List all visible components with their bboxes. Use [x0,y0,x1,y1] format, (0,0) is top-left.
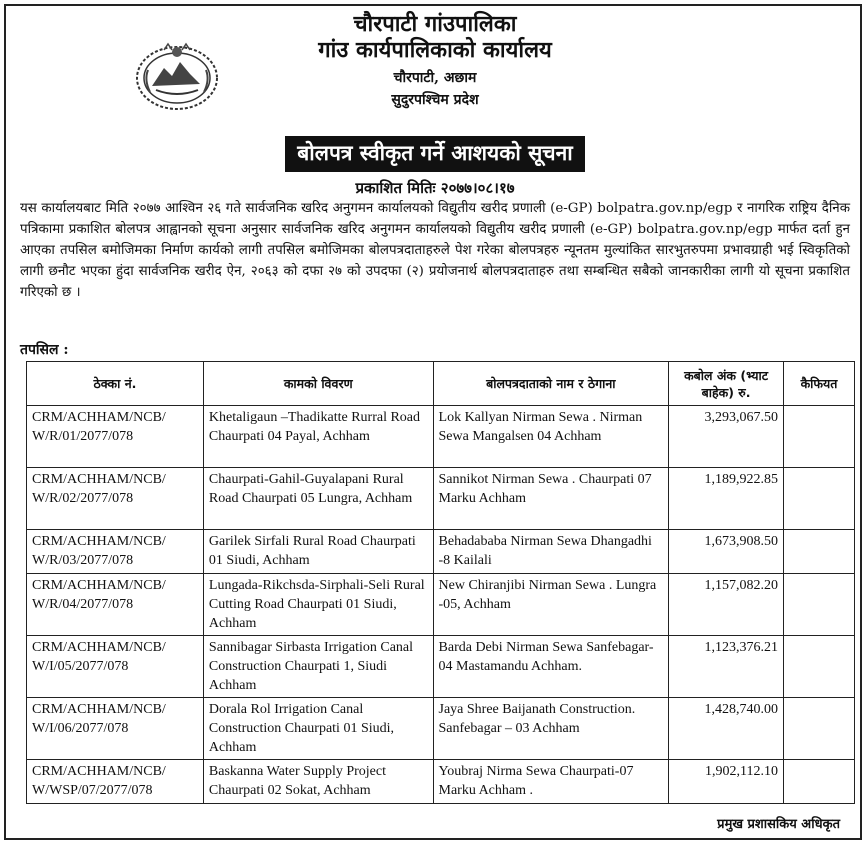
table-row [27,468,855,530]
contract-number: CRM/ACHHAM/NCB/ W/I/05/2077/078 [27,636,204,698]
table-row [27,406,855,468]
bidder-name-address: Barda Debi Nirman Sewa Sanfebagar- 04 Mastamandu Achham. [433,636,669,698]
col-header-contract: ठेक्का नं. [27,362,204,406]
notice-body: यस कार्यालयबाट मिति २०७७ आश्विन २६ गते सार्वजनिक खरिद अनुगमन कार्यालयको विद्युतीय खरीद प्रणाली (e-GP) bolpatra.gov.np/egp र नागरिक राष्ट्रिय दैनिक पत्रिकामा प्रकाशित बोलपत्र आह्वानको सूचना अनुसार सार्वजनिक खरिद अनुगमन कार्यालयको विद्युतीय खरीद प्रणाली (e-GP) bolpatra.gov.np/egp मार्फत दर्ता हुन आएका तपसिल बमोजिमका निर्माण कार्यको लागी तपसिल बमोजिमका बोलपत्रदाताहरुले पेश गरेका बोलपत्रहरु न्यूनतम मुल्यांकित सारभुतरुपमा प्रभावग्राही भई स्विकृतिको लागी छनौट भएका हुंदा सार्वजनिक खरीद ऐन, २०६३ को दफा २७ को उपदफा (२) प्रयोजनार्थ बोलपत्रदाताहरु तथा सम्बन्धित सबैको जानकारीका लागी यो सूचना प्रकाशित गरिएको छ । [20,201,850,300]
details-label: तपसिल : [20,342,69,358]
contract-number: CRM/ACHHAM/NCB/ W/R/03/2077/078 [27,530,204,574]
work-description: Khetaligaun –Thadikatte Rurral Road Chaurpati 04 Payal, Achham [203,406,433,468]
office-address: चौरपाटी, अछाम [393,70,477,86]
col-header-bidder: बोलपत्रदाताको नाम र ठेगाना [433,362,669,406]
table-row [27,636,855,698]
table-row [27,698,855,760]
bidder-name-address: Lok Kallyan Nirman Sewa . Nirman Sewa Mangalsen 04 Achham [433,406,669,468]
table-row [27,530,855,574]
bidder-name-address: Behadababa Nirman Sewa Dhangadhi -8 Kailali [433,530,669,574]
bidder-name-address: Youbraj Nirma Sewa Chaurpati-07 Marku Achham . [433,760,669,804]
col-header-description: कामको विवरण [203,362,433,406]
work-description: Sannibagar Sirbasta Irrigation Canal Construction Chaurpati 1, Siudi Achham [203,636,433,698]
remarks-cell [784,636,855,698]
table-row [27,760,855,804]
municipality-name: चौरपाटी गांउपालिका [353,12,517,37]
table-header-row [27,362,855,406]
title-banner [6,136,864,172]
bid-amount: 1,123,376.21 [669,636,784,698]
work-description: Baskanna Water Supply Project Chaurpati 02 Sokat, Achham [203,760,433,804]
bid-amount: 1,157,082.20 [669,574,784,636]
work-description: Dorala Rol Irrigation Canal Construction Chaurpati 01 Siudi, Achham [203,698,433,760]
bid-amount: 1,673,908.50 [669,530,784,574]
remarks-cell [784,574,855,636]
published-date: प्रकाशित मितिः २०७७।०८।१७ [355,179,515,197]
bid-amount: 1,902,112.10 [669,760,784,804]
col-header-amount: कबोल अंक (भ्याट बाहेक) रु. [669,362,784,406]
remarks-cell [784,468,855,530]
tender-table [26,361,855,804]
notice-page [4,4,862,840]
col-header-remarks: कैफियत [784,362,855,406]
contract-number: CRM/ACHHAM/NCB/ W/I/06/2077/078 [27,698,204,760]
office-name: गांउ कार्यपालिकाको कार्यालय [318,38,552,63]
bid-amount: 3,293,067.50 [669,406,784,468]
contract-number: CRM/ACHHAM/NCB/ W/R/04/2077/078 [27,574,204,636]
signatory-title: प्रमुख प्रशासकिय अधिकृत [717,817,840,832]
remarks-cell [784,698,855,760]
remarks-cell [784,406,855,468]
table-row [27,574,855,636]
remarks-cell [784,530,855,574]
work-description: Lungada-Rikchsda-Sirphali-Seli Rural Cutting Road Chaurpati 01 Siudi, Achham [203,574,433,636]
bidder-name-address: New Chiranjibi Nirman Sewa . Lungra -05, Achham [433,574,669,636]
bidder-name-address: Sannikot Nirman Sewa . Chaurpati 07 Marku Achham [433,468,669,530]
contract-number: CRM/ACHHAM/NCB/ W/R/02/2077/078 [27,468,204,530]
remarks-cell [784,760,855,804]
notice-title: बोलपत्र स्वीकृत गर्ने आशयको सूचना [285,136,584,172]
bid-amount: 1,189,922.85 [669,468,784,530]
province-name: सुदुरपश्चिम प्रदेश [391,92,479,108]
work-description: Garilek Sirfali Rural Road Chaurpati 01 Siudi, Achham [203,530,433,574]
bid-amount: 1,428,740.00 [669,698,784,760]
contract-number: CRM/ACHHAM/NCB/ W/WSP/07/2077/078 [27,760,204,804]
bidder-name-address: Jaya Shree Baijanath Construction. Sanfebagar – 03 Achham [433,698,669,760]
work-description: Chaurpati-Gahil-Guyalapani Rural Road Chaurpati 05 Lungra, Achham [203,468,433,530]
contract-number: CRM/ACHHAM/NCB/ W/R/01/2077/078 [27,406,204,468]
